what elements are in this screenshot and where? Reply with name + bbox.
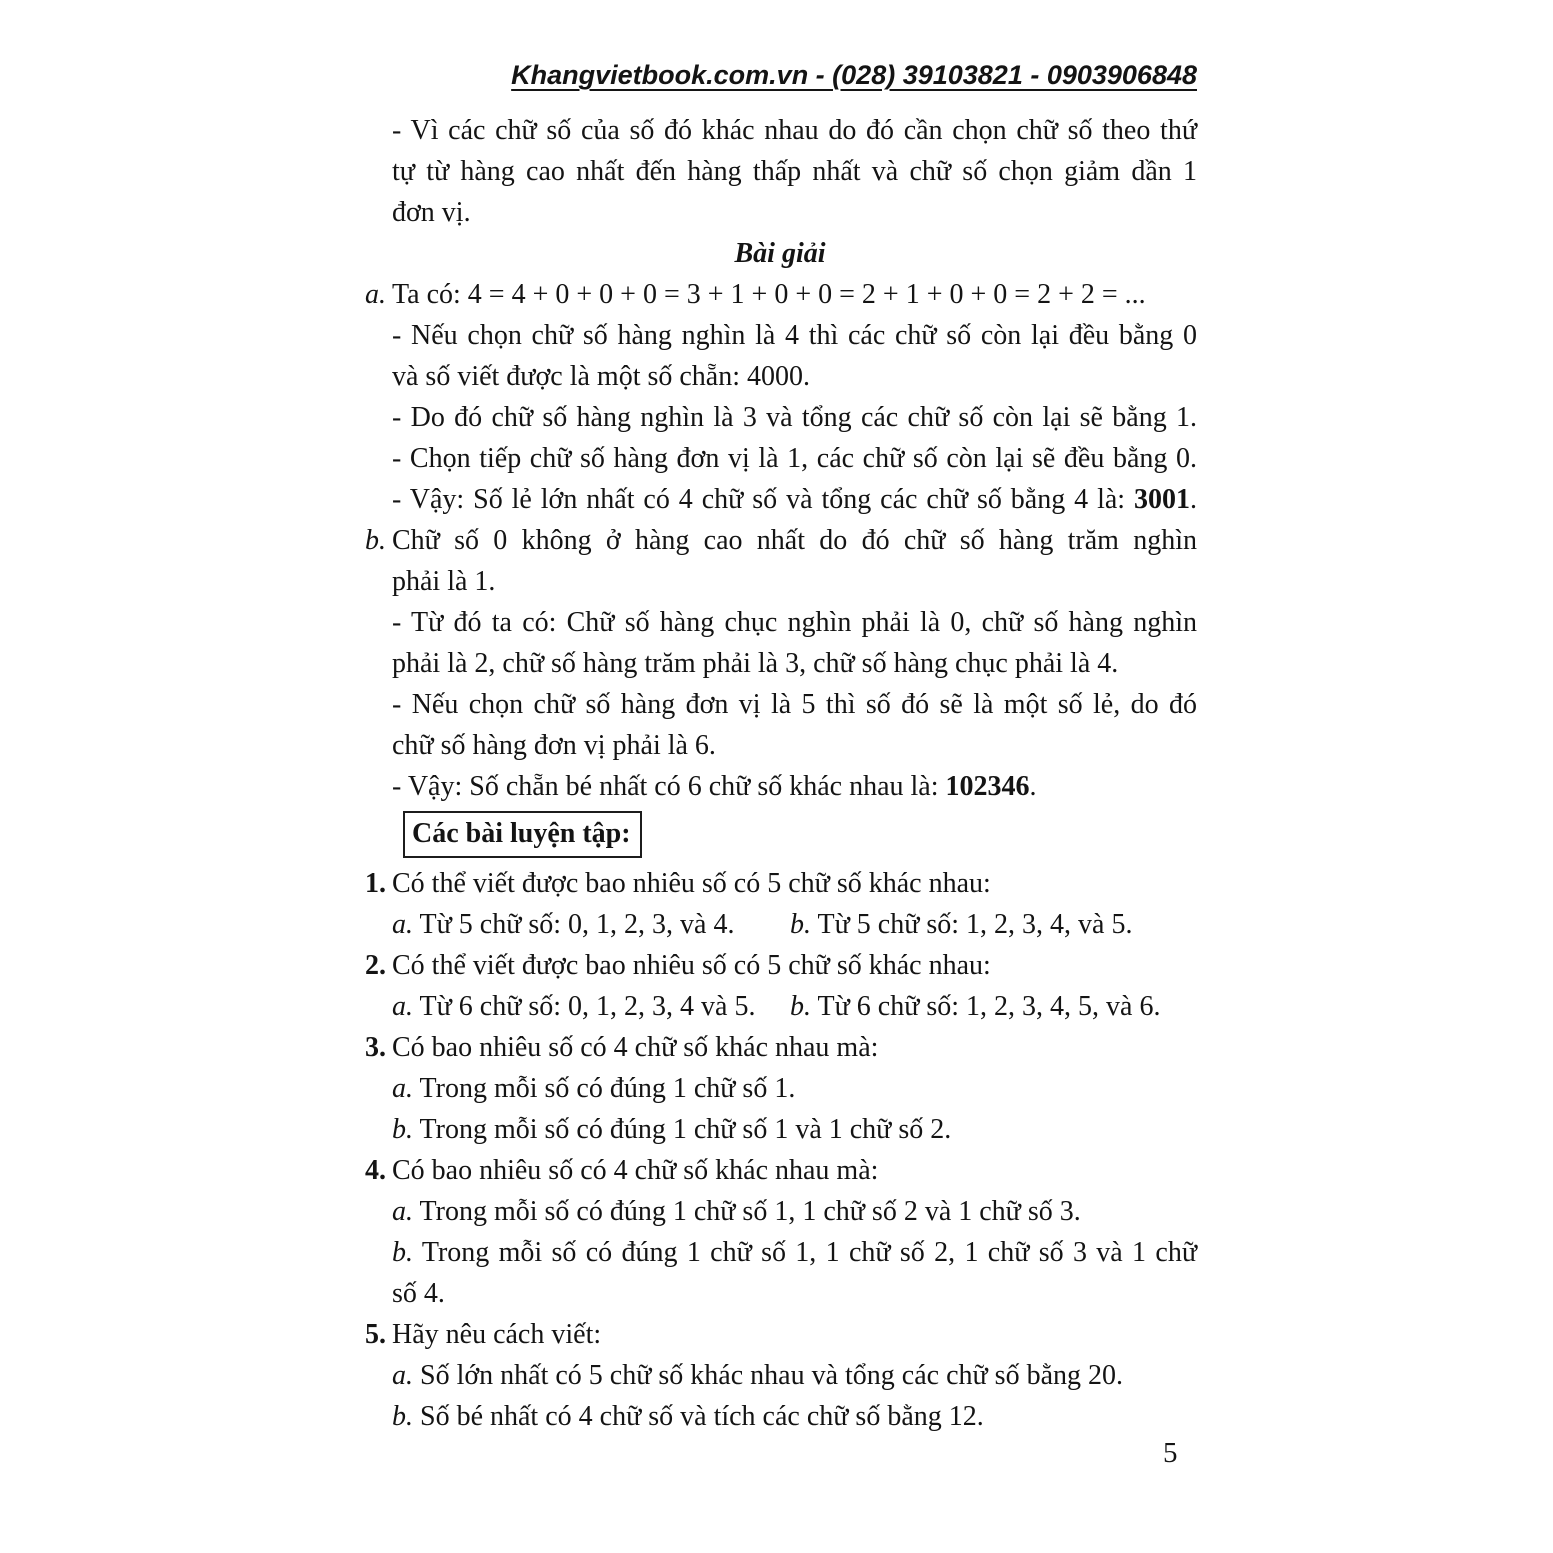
text-line: - Vì các chữ số của số đó khác nhau do đó cần chọn chữ số theo thứ xyxy=(392,115,1197,146)
sub-marker-a: a. xyxy=(392,1360,413,1391)
exercise-1 xyxy=(363,863,1197,945)
sub-text: Số bé nhất có 4 chữ số và tích các chữ số bằng 12. xyxy=(420,1401,984,1432)
item-a-marker: a. xyxy=(365,279,386,310)
equation-line: Ta có: 4 = 4 + 0 + 0 + 0 = 3 + 1 + 0 + 0 = 2 + 1 + 0 + 0 = 2 + 2 = ... xyxy=(392,279,1146,310)
sub-text: Từ 5 chữ số: 0, 1, 2, 3, và 4. xyxy=(419,909,735,940)
text-line: chữ số hàng đơn vị phải là 6. xyxy=(392,730,716,761)
sub-marker-a: a. xyxy=(392,991,413,1022)
text-line: đơn vị. xyxy=(392,197,471,228)
exercise-1-subitems xyxy=(392,904,1197,945)
exercise-1a xyxy=(392,904,790,945)
exercise-1b xyxy=(790,904,1197,945)
exercise-5b xyxy=(392,1396,1197,1437)
sub-marker-b: b. xyxy=(790,991,811,1022)
answer-value: 3001 xyxy=(1134,484,1190,515)
exercise-5-number: 5. xyxy=(365,1319,386,1350)
sub-text: Trong mỗi số có đúng 1 chữ số 1, 1 chữ số 2 và 1 chữ số 3. xyxy=(419,1196,1081,1227)
text-line: tự từ hàng cao nhất đến hàng thấp nhất và chữ số chọn giảm dần 1 xyxy=(392,156,1197,187)
exercise-5a xyxy=(392,1355,1197,1396)
sub-text: Trong mỗi số có đúng 1 chữ số 1 và 1 chữ số 2. xyxy=(419,1114,952,1145)
exercise-5 xyxy=(363,1314,1197,1437)
period: . xyxy=(1029,771,1037,802)
exercise-4a xyxy=(392,1191,1197,1232)
exercise-2-subitems xyxy=(392,986,1197,1027)
sub-text: Từ 6 chữ số: 1, 2, 3, 4, 5, và 6. xyxy=(817,991,1161,1022)
exercise-3-number: 3. xyxy=(365,1032,386,1063)
sub-marker-b: b. xyxy=(392,1237,413,1268)
exercise-2b xyxy=(790,986,1197,1027)
exercise-3 xyxy=(363,1027,1197,1150)
page-number: 5 xyxy=(1163,1437,1178,1469)
conclusion-line xyxy=(392,479,1197,520)
text-line: phải là 1. xyxy=(392,566,496,597)
intro-paragraph xyxy=(363,110,1197,233)
exercise-4b xyxy=(392,1232,1197,1273)
exercise-2a xyxy=(392,986,790,1027)
exercise-4b-continuation: số 4. xyxy=(392,1278,445,1309)
sub-text: Trong mỗi số có đúng 1 chữ số 1. xyxy=(419,1073,796,1104)
text-line: - Nếu chọn chữ số hàng nghìn là 4 thì các chữ số còn lại đều bằng 0 xyxy=(392,320,1197,351)
item-b-marker: b. xyxy=(365,525,386,556)
exercise-1-text: Có thể viết được bao nhiêu số có 5 chữ số khác nhau: xyxy=(392,868,991,899)
solution-heading: Bài giải xyxy=(734,238,826,269)
conclusion-text: - Vậy: Số lẻ lớn nhất có 4 chữ số và tổng các chữ số bằng 4 là: xyxy=(392,484,1134,515)
sub-marker-b: b. xyxy=(790,909,811,940)
exercise-4-number: 4. xyxy=(365,1155,386,1186)
exercise-4-text: Có bao nhiêu số có 4 chữ số khác nhau mà: xyxy=(392,1155,879,1186)
exercise-3-text: Có bao nhiêu số có 4 chữ số khác nhau mà: xyxy=(392,1032,879,1063)
sub-text: Từ 6 chữ số: 0, 1, 2, 3, 4 và 5. xyxy=(419,991,756,1022)
answer-value: 102346 xyxy=(945,771,1030,802)
exercises-heading-row xyxy=(403,811,1197,858)
exercise-1-number: 1. xyxy=(365,868,386,899)
solution-item-a xyxy=(363,274,1197,520)
exercise-3a xyxy=(392,1068,1197,1109)
page-content xyxy=(363,110,1197,1437)
exercise-2-number: 2. xyxy=(365,950,386,981)
exercises-heading-box: Các bài luyện tập: xyxy=(403,811,642,858)
period: . xyxy=(1190,484,1197,515)
sub-marker-a: a. xyxy=(392,1196,413,1227)
sub-text: Số lớn nhất có 5 chữ số khác nhau và tổng các chữ số bằng 20. xyxy=(420,1360,1123,1391)
text-line: và số viết được là một số chẵn: 4000. xyxy=(392,361,811,392)
text-line: - Nếu chọn chữ số hàng đơn vị là 5 thì số đó sẽ là một số lẻ, do đó xyxy=(392,689,1197,720)
sub-marker-b: b. xyxy=(392,1114,413,1145)
text-line: phải là 2, chữ số hàng trăm phải là 3, chữ số hàng chục phải là 4. xyxy=(392,648,1119,679)
sub-marker-a: a. xyxy=(392,909,413,940)
exercise-4 xyxy=(363,1150,1197,1314)
sub-marker-b: b. xyxy=(392,1401,413,1432)
text-line: - Chọn tiếp chữ số hàng đơn vị là 1, các chữ số còn lại sẽ đều bằng 0. xyxy=(392,443,1197,474)
exercise-3b xyxy=(392,1109,1197,1150)
header-contact-text: Khangvietbook.com.vn - (028) 39103821 - 0903906848 xyxy=(511,60,1197,90)
exercise-2-text: Có thể viết được bao nhiêu số có 5 chữ số khác nhau: xyxy=(392,950,991,981)
header-contact-line xyxy=(363,58,1197,92)
text-line: - Do đó chữ số hàng nghìn là 3 và tổng các chữ số còn lại sẽ bằng 1. xyxy=(392,402,1197,433)
exercise-2 xyxy=(363,945,1197,1027)
solution-item-b xyxy=(363,520,1197,807)
exercise-5-text: Hãy nêu cách viết: xyxy=(392,1319,602,1350)
text-line: - Từ đó ta có: Chữ số hàng chục nghìn phải là 0, chữ số hàng nghìn xyxy=(392,607,1197,638)
text-line: Chữ số 0 không ở hàng cao nhất do đó chữ số hàng trăm nghìn xyxy=(392,525,1197,556)
conclusion-text: - Vậy: Số chẵn bé nhất có 6 chữ số khác nhau là: xyxy=(392,771,946,802)
sub-text: Trong mỗi số có đúng 1 chữ số 1, 1 chữ số 2, 1 chữ số 3 và 1 chữ xyxy=(421,1237,1197,1268)
conclusion-line xyxy=(392,766,1197,807)
sub-marker-a: a. xyxy=(392,1073,413,1104)
sub-text: Từ 5 chữ số: 1, 2, 3, 4, và 5. xyxy=(817,909,1133,940)
